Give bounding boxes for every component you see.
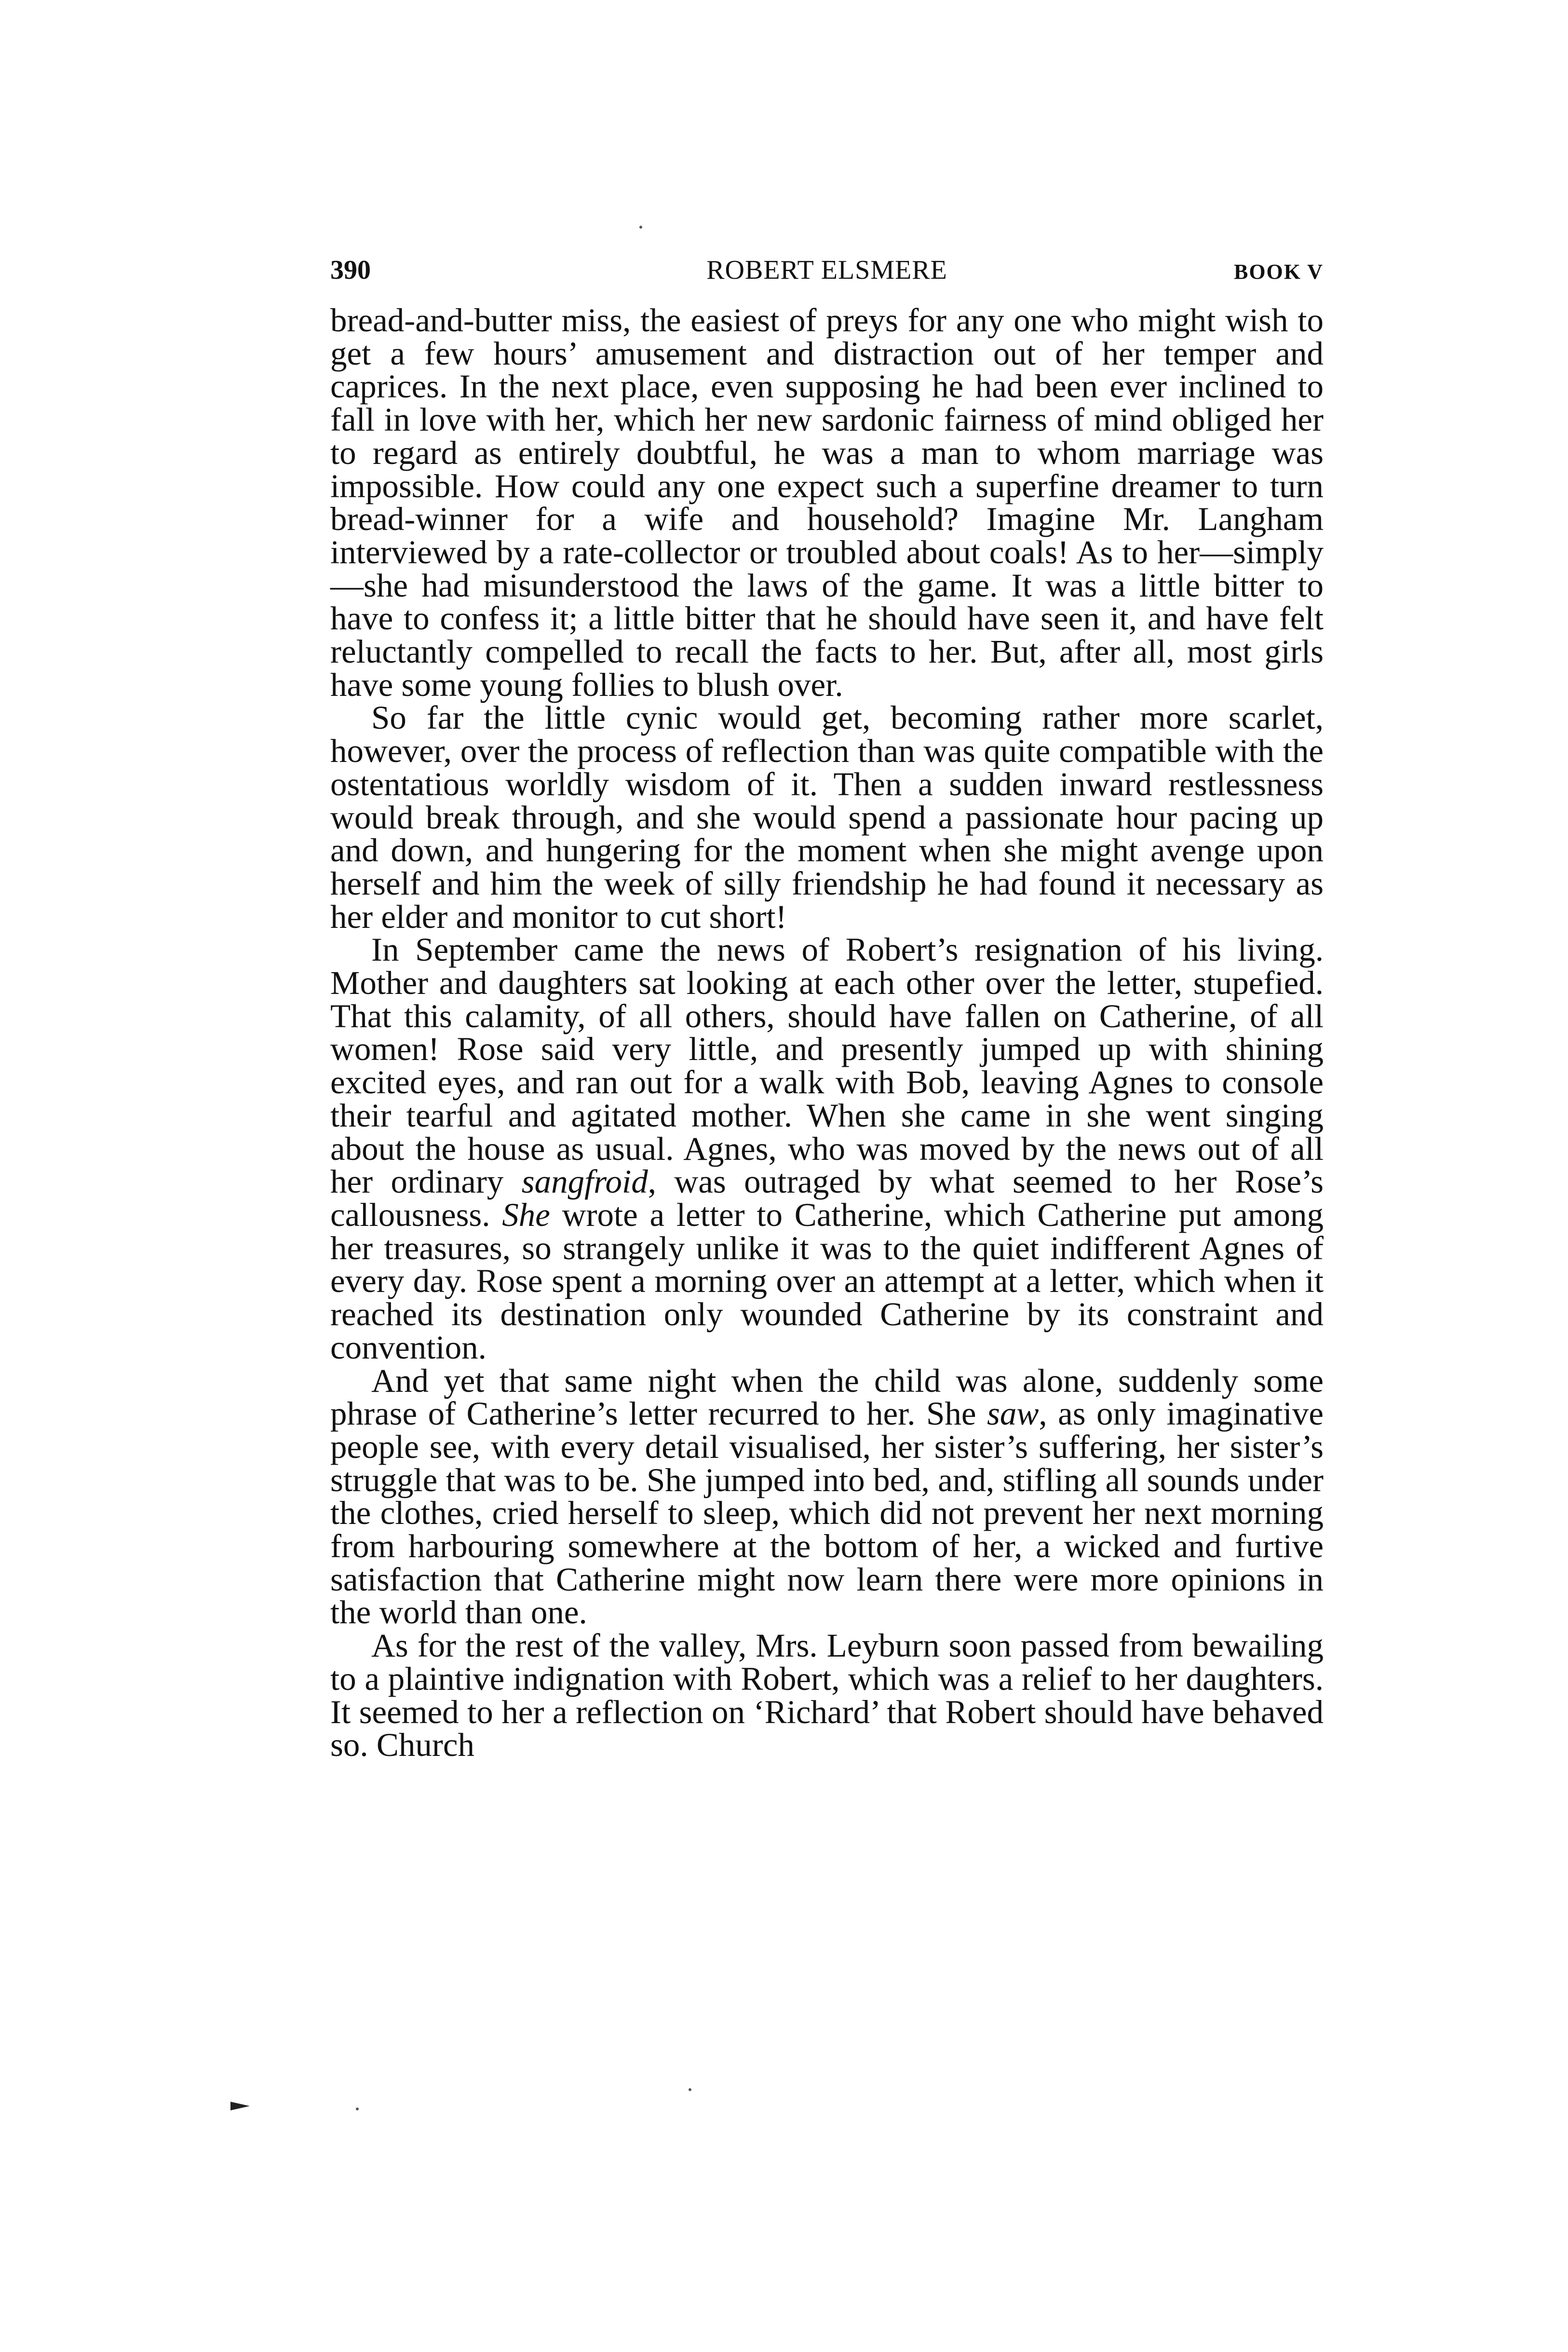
italic-text: She <box>502 1196 550 1233</box>
paragraph <box>330 1364 1324 1630</box>
body-text <box>330 304 1324 1762</box>
print-speck <box>689 2088 691 2091</box>
text-run: , was outraged by what seemed to her Rose’s callousness. <box>330 1163 1324 1233</box>
print-speck <box>356 2107 359 2110</box>
italic-text: sangfroid <box>521 1163 648 1200</box>
margin-arrow-mark <box>230 2102 250 2110</box>
paragraph <box>330 933 1324 1364</box>
text-run: In September came the news of Robert’s resignation of his living. Mother and daughters sat looking at each other over the letter, stupefied. That this calamity, of all others, should have fallen on Catherine, of all women! Rose said very little, and presently jumped up with shining excited eyes, and ran out for a walk with Bob, leaving Agnes to console their tearful and agitated mother. When she came in she went singing about the house as usual. Agnes, who was moved by the news out of all her ordinary <box>330 931 1324 1200</box>
running-title: ROBERT ELSMERE <box>706 255 947 285</box>
book-label: BOOK V <box>1233 260 1324 284</box>
paragraph <box>330 1629 1324 1762</box>
page-number: 390 <box>330 255 371 285</box>
running-head <box>330 251 1324 289</box>
paragraph <box>330 701 1324 933</box>
text-run: As for the rest of the valley, Mrs. Leyburn soon passed from bewailing to a plaintive indignation with Robert, which was a relief to her daughters. It seemed to her a reflection on ‘Richard’ that Robert should have behaved so. Church <box>330 1627 1324 1764</box>
text-run: wrote a letter to Catherine, which Catherine put among her treasures, so strangely unlike it was to the quiet indifferent Agnes of every day. Rose spent a morning over an attempt at a letter, which when it reached its destination only wounded Catherine by its constraint and convention. <box>330 1196 1324 1366</box>
text-run: So far the little cynic would get, becoming rather more scarlet, however, over the process of reflection than was quite compatible with the ostentatious worldly wisdom of it. Then a sudden inward restlessness would break through, and she would spend a passionate hour pacing up and down, and hungering for the moment when she might avenge upon herself and him the week of silly friendship he had found it necessary as her elder and monitor to cut short! <box>330 699 1324 935</box>
italic-text: saw <box>987 1395 1039 1432</box>
text-run: bread-and-butter miss, the easiest of preys for any one who might wish to get a few hours’ amusement and distraction out of her temper and caprices. In the next place, even supposing he had been ever inclined to fall in love with her, which her new sardonic fairness of mind obliged her to regard as entirely doubtful, he was a man to whom marriage was impossible. How could any one expect such a superfine dreamer to turn bread-winner for a wife and household? Imagine Mr. Langham interviewed by a rate-collector or troubled about coals! As to her—simply—she had misunderstood the laws of the game. It was a little bitter to have to confess it; a little bitter that he should have seen it, and have felt reluctantly compelled to recall the facts to her. But, after all, most girls have some young follies to blush over. <box>330 302 1324 703</box>
text-run: And yet that same night when the child was alone, suddenly some phrase of Catherine’s letter recurred to her. She <box>330 1362 1324 1432</box>
paragraph <box>330 304 1324 701</box>
text-run: , as only imaginative people see, with every detail visualised, her sister’s suffering, her sister’s struggle that was to be. She jumped into bed, and, stifling all sounds under the clothes, cried herself to sleep, which did not prevent her next morning from harbouring somewhere at the bottom of her, a wicked and furtive satisfaction that Catherine might now learn there were more opinions in the world than one. <box>330 1395 1324 1631</box>
print-speck <box>639 226 642 229</box>
